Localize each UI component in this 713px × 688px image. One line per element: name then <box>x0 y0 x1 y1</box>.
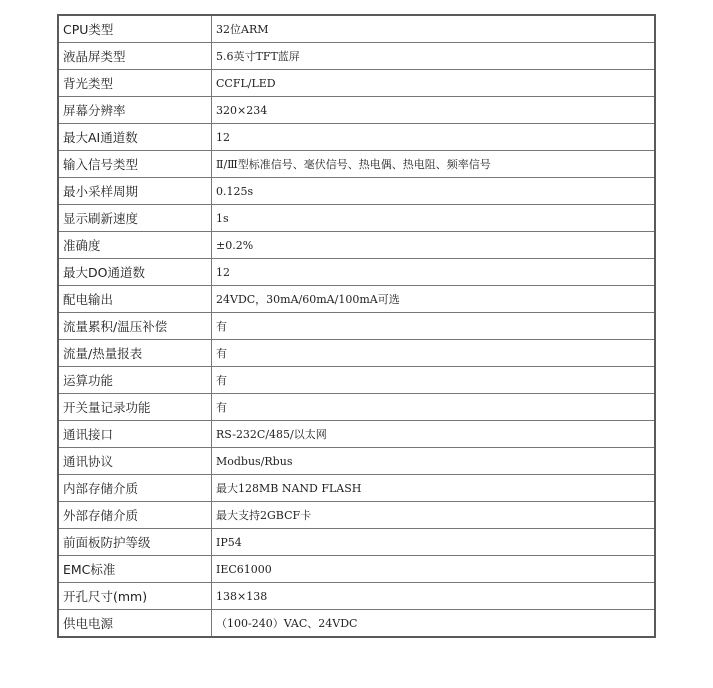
table-row <box>58 367 655 394</box>
spec-value: 12 <box>212 124 656 151</box>
table-row <box>58 610 655 638</box>
spec-value: 有 <box>212 394 656 421</box>
spec-label: 配电输出 <box>58 286 212 313</box>
spec-table-body <box>58 15 655 637</box>
table-row <box>58 340 655 367</box>
table-row <box>58 394 655 421</box>
spec-label: 屏幕分辨率 <box>58 97 212 124</box>
spec-value: 有 <box>212 313 656 340</box>
spec-label: EMC标准 <box>58 556 212 583</box>
spec-label: 显示刷新速度 <box>58 205 212 232</box>
spec-value: 最大支持2GBCF卡 <box>212 502 656 529</box>
spec-value: 1s <box>212 205 656 232</box>
spec-value: 12 <box>212 259 656 286</box>
spec-value: Ⅱ/Ⅲ型标准信号、毫伏信号、热电偶、热电阻、频率信号 <box>212 151 656 178</box>
spec-value: ±0.2% <box>212 232 656 259</box>
table-row <box>58 43 655 70</box>
spec-label: 背光类型 <box>58 70 212 97</box>
spec-label: 最小采样周期 <box>58 178 212 205</box>
table-row <box>58 556 655 583</box>
table-row <box>58 70 655 97</box>
table-row <box>58 448 655 475</box>
spec-value: 32位ARM <box>212 15 656 43</box>
spec-label: 通讯接口 <box>58 421 212 448</box>
spec-value: IEC61000 <box>212 556 656 583</box>
table-row <box>58 475 655 502</box>
table-row <box>58 421 655 448</box>
spec-value: Modbus/Rbus <box>212 448 656 475</box>
table-row <box>58 151 655 178</box>
spec-value: 24VDC，30mA/60mA/100mA可选 <box>212 286 656 313</box>
table-row <box>58 178 655 205</box>
spec-label: CPU类型 <box>58 15 212 43</box>
spec-label: 最大AI通道数 <box>58 124 212 151</box>
spec-label: 开孔尺寸(mm) <box>58 583 212 610</box>
table-row <box>58 286 655 313</box>
table-row <box>58 529 655 556</box>
spec-value: CCFL/LED <box>212 70 656 97</box>
spec-label: 流量累积/温压补偿 <box>58 313 212 340</box>
spec-label: 通讯协议 <box>58 448 212 475</box>
table-row <box>58 124 655 151</box>
spec-label: 输入信号类型 <box>58 151 212 178</box>
spec-label: 开关量记录功能 <box>58 394 212 421</box>
table-row <box>58 15 655 43</box>
spec-label: 内部存储介质 <box>58 475 212 502</box>
table-row <box>58 259 655 286</box>
spec-label: 外部存储介质 <box>58 502 212 529</box>
table-row <box>58 313 655 340</box>
spec-value: 320×234 <box>212 97 656 124</box>
spec-value: IP54 <box>212 529 656 556</box>
spec-label: 液晶屏类型 <box>58 43 212 70</box>
spec-label: 流量/热量报表 <box>58 340 212 367</box>
spec-value: 有 <box>212 367 656 394</box>
spec-value: 0.125s <box>212 178 656 205</box>
table-row <box>58 502 655 529</box>
spec-value: 5.6英寸TFT蓝屏 <box>212 43 656 70</box>
table-row <box>58 232 655 259</box>
spec-label: 供电电源 <box>58 610 212 638</box>
spec-value: 有 <box>212 340 656 367</box>
spec-table <box>57 14 656 638</box>
table-row <box>58 205 655 232</box>
table-row <box>58 583 655 610</box>
spec-value: 最大128MB NAND FLASH <box>212 475 656 502</box>
spec-value: （100-240）VAC、24VDC <box>212 610 656 638</box>
spec-value: 138×138 <box>212 583 656 610</box>
spec-label: 最大DO通道数 <box>58 259 212 286</box>
table-row <box>58 97 655 124</box>
spec-value: RS-232C/485/以太网 <box>212 421 656 448</box>
spec-label: 准确度 <box>58 232 212 259</box>
spec-label: 前面板防护等级 <box>58 529 212 556</box>
spec-label: 运算功能 <box>58 367 212 394</box>
